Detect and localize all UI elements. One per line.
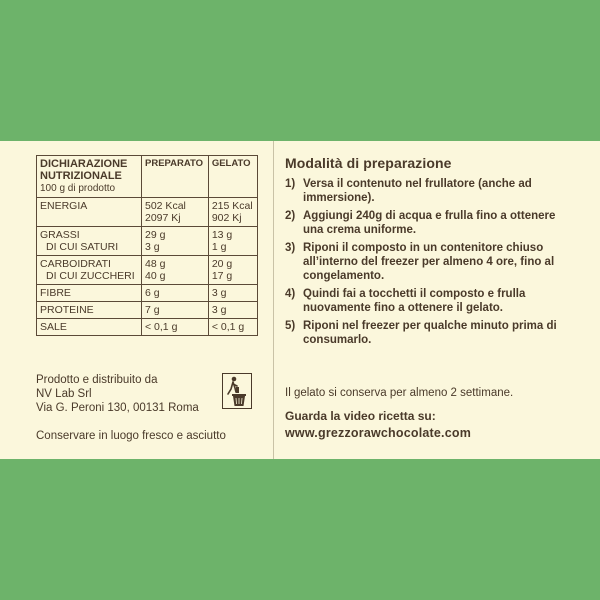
value: 29 g bbox=[145, 229, 166, 241]
table-row bbox=[37, 302, 258, 319]
table-row bbox=[37, 319, 258, 336]
row-subname: DI CUI SATURI bbox=[46, 241, 119, 253]
row-label: ENERGIA bbox=[37, 198, 142, 227]
nutrition-title-line2: NUTRIZIONALE bbox=[40, 170, 122, 182]
list-item bbox=[285, 209, 565, 237]
producer-line1: Prodotto e distribuito da bbox=[36, 374, 158, 386]
step-number: 5) bbox=[285, 320, 296, 332]
cell-gelato: < 0,1 g bbox=[208, 319, 257, 336]
step-text: Versa il contenuto nel frullatore (anche ad immersione). bbox=[303, 178, 532, 204]
column-divider bbox=[273, 141, 274, 459]
row-label bbox=[37, 256, 142, 285]
step-number: 3) bbox=[285, 242, 296, 254]
list-item bbox=[285, 241, 565, 283]
step-number: 4) bbox=[285, 288, 296, 300]
cell-gelato bbox=[208, 227, 257, 256]
row-name: GRASSI bbox=[40, 229, 80, 241]
nutrition-table bbox=[36, 155, 258, 336]
table-row bbox=[37, 256, 258, 285]
column-header-gelato: GELATO bbox=[208, 156, 257, 198]
cell-prepared bbox=[142, 227, 209, 256]
value: 40 g bbox=[145, 270, 166, 282]
value: 902 Kj bbox=[211, 212, 242, 224]
table-row bbox=[37, 198, 258, 227]
producer-line3: Via G. Peroni 130, 00131 Roma bbox=[36, 402, 199, 414]
row-subname: DI CUI ZUCCHERI bbox=[46, 270, 135, 282]
cell-prepared bbox=[142, 256, 209, 285]
conservation-note: Il gelato si conserva per almeno 2 settimane. bbox=[285, 387, 514, 399]
table-row bbox=[37, 285, 258, 302]
column-header-prepared: PREPARATO bbox=[142, 156, 209, 198]
cell-prepared bbox=[142, 198, 209, 227]
step-number: 2) bbox=[285, 210, 296, 222]
website-link[interactable]: www.grezzorawchocolate.com bbox=[285, 426, 472, 440]
video-label: Guarda la video ricetta su: bbox=[285, 409, 436, 423]
preparation-title: Modalità di preparazione bbox=[285, 155, 452, 171]
step-text: Riponi il composto in un contenitore chiuso all’interno del freezer per almeno 4 ore, fino al congelamento. bbox=[303, 242, 555, 282]
preparation-section bbox=[285, 155, 565, 351]
nutrition-subtitle: 100 g di prodotto bbox=[40, 183, 116, 194]
cell-gelato bbox=[208, 256, 257, 285]
trash-bin-icon bbox=[222, 373, 252, 409]
value: 3 g bbox=[145, 241, 160, 253]
row-label: PROTEINE bbox=[37, 302, 142, 319]
row-name: CARBOIDRATI bbox=[40, 258, 111, 270]
value: 2097 Kj bbox=[145, 212, 181, 224]
cell-prepared: 7 g bbox=[142, 302, 209, 319]
value: 17 g bbox=[211, 270, 233, 282]
cell-prepared: 6 g bbox=[142, 285, 209, 302]
product-label bbox=[0, 141, 600, 459]
producer-info bbox=[36, 373, 199, 415]
cell-prepared: < 0,1 g bbox=[142, 319, 209, 336]
value: 13 g bbox=[211, 229, 233, 241]
row-label: SALE bbox=[37, 319, 142, 336]
step-text: Riponi nel freezer per qualche minuto prima di consumarlo. bbox=[303, 320, 557, 346]
nutrition-header-row bbox=[37, 156, 258, 198]
storage-note: Conservare in luogo fresco e asciutto bbox=[36, 430, 226, 442]
step-text: Quindi fai a tocchetti il composto e frulla nuovamente fino a ottenere il gelato. bbox=[303, 288, 526, 314]
list-item bbox=[285, 287, 565, 315]
table-row bbox=[37, 227, 258, 256]
list-item bbox=[285, 177, 565, 205]
value: 20 g bbox=[211, 258, 233, 270]
step-number: 1) bbox=[285, 178, 296, 190]
nutrition-title-line1: DICHIARAZIONE bbox=[40, 158, 128, 170]
cell-gelato: 3 g bbox=[208, 302, 257, 319]
cell-gelato: 3 g bbox=[208, 285, 257, 302]
nutrition-title-cell bbox=[37, 156, 142, 198]
value: 502 Kcal bbox=[145, 200, 186, 212]
preparation-steps bbox=[285, 177, 565, 347]
row-label: FIBRE bbox=[37, 285, 142, 302]
producer-line2: NV Lab Srl bbox=[36, 388, 92, 400]
step-text: Aggiungi 240g di acqua e frulla fino a ottenere una crema uniforme. bbox=[303, 210, 556, 236]
value: 215 Kcal bbox=[211, 200, 253, 212]
row-label bbox=[37, 227, 142, 256]
list-item bbox=[285, 319, 565, 347]
value: 48 g bbox=[145, 258, 166, 270]
value: 1 g bbox=[211, 241, 227, 253]
cell-gelato bbox=[208, 198, 257, 227]
